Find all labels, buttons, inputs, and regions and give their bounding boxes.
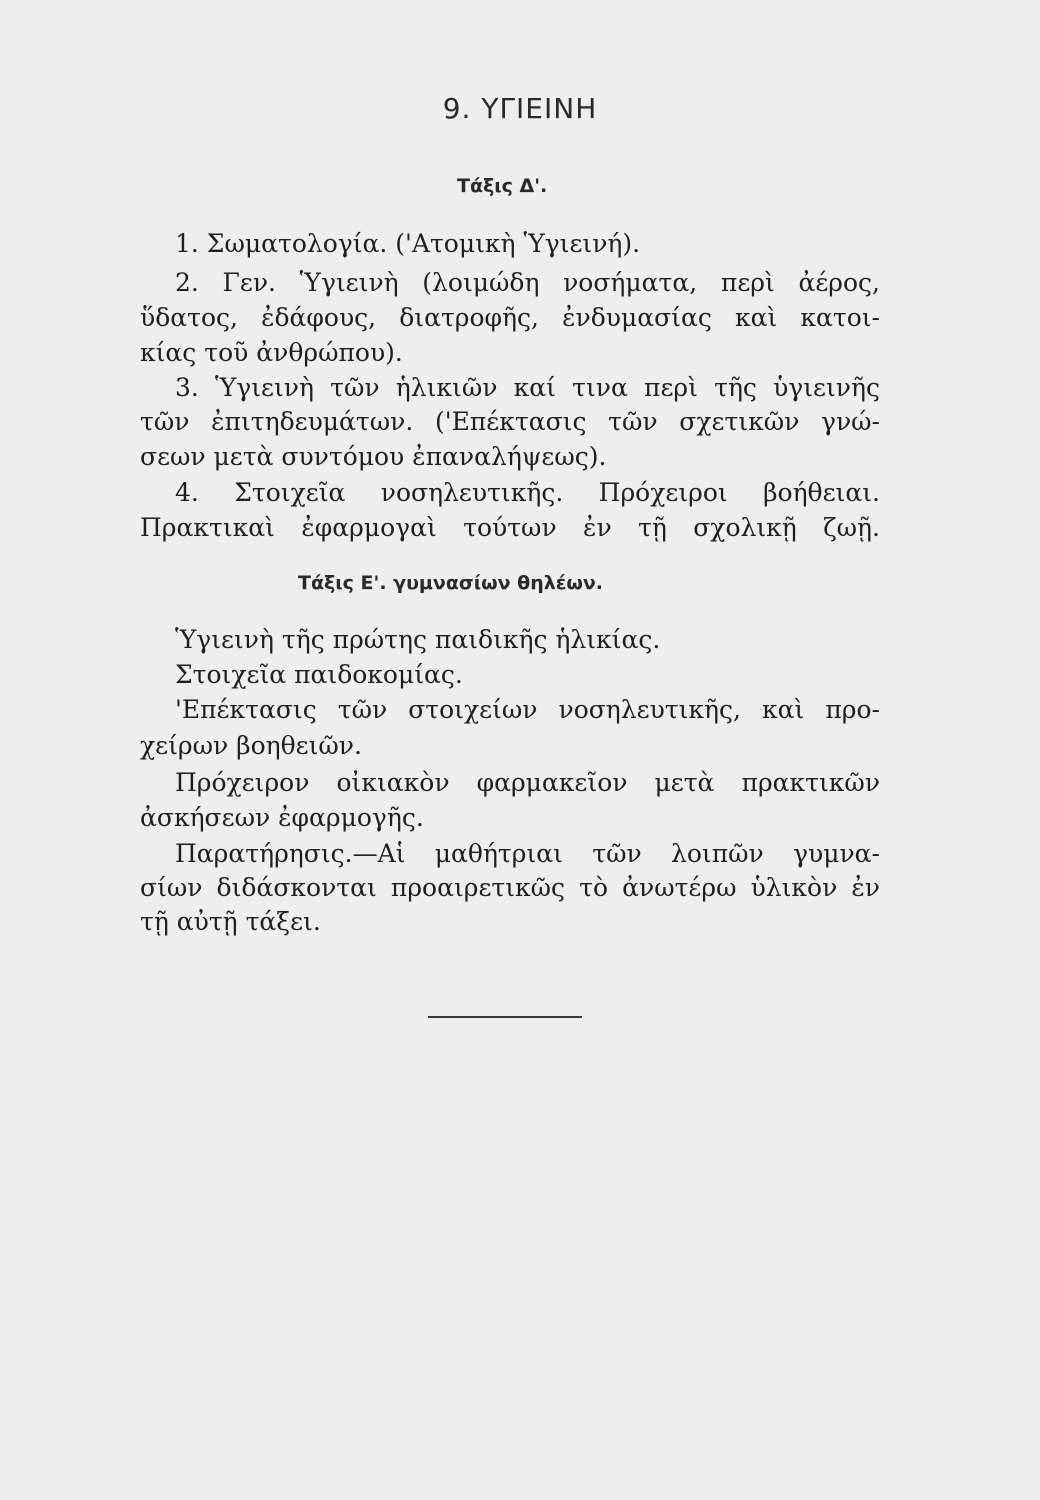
section-e-line: Ὑγιεινὴ τῆς πρώτης παιδικῆς ἡλικίας. xyxy=(175,625,661,654)
section-d-line: σεων μετὰ συντόμου ἐπαναλήψεως). xyxy=(140,442,607,471)
chapter-title: 9. ΥΓΙΕΙΝΗ xyxy=(442,92,598,125)
section-d-line: 2. Γεν. Ὑγιεινὴ (λοιμώδη νοσήματα, περὶ ἀέρος, xyxy=(175,268,880,297)
section-e-line: τῇ αὐτῇ τάξει. xyxy=(140,907,321,936)
section-d-line: Πρακτικαὶ ἐφαρμογαὶ τούτων ἐν τῇ σχολικῇ ζωῇ. xyxy=(140,513,880,542)
section-e-line: Στοιχεῖα παιδοκομίας. xyxy=(175,660,463,689)
section-e-heading: Τάξις Ε'. γυμνασίων θηλέων. xyxy=(298,572,604,594)
section-d-line: 3. Ὑγιεινὴ τῶν ἡλικιῶν καί τινα περὶ τῆς ὑγιεινῆς xyxy=(175,373,880,402)
section-e-line: Παρατήρησις.—Αἱ μαθήτριαι τῶν λοιπῶν γυμνα- xyxy=(175,839,880,868)
section-e-line: ἀσκήσεων ἐφαρμογῆς. xyxy=(140,803,424,832)
section-e-line: 'Επέκτασις τῶν στοιχείων νοσηλευτικῆς, καὶ προ- xyxy=(175,695,880,724)
section-d-line: κίας τοῦ ἀνθρώπου). xyxy=(140,338,403,367)
section-e-line: Πρόχειρον οἰκιακὸν φαρμακεῖον μετὰ πρακτικῶν xyxy=(175,768,880,797)
closing-rule xyxy=(428,1016,582,1018)
section-d-line: τῶν ἐπιτηδευμάτων. ('Επέκτασις τῶν σχετικῶν γνώ- xyxy=(140,407,880,436)
section-d-heading: Τάξις Δ'. xyxy=(457,175,548,197)
section-d-line: 1. Σωματολογία. ('Ατομικὴ Ὑγιεινή). xyxy=(175,229,641,258)
section-e-line: σίων διδάσκονται προαιρετικῶς τὸ ἀνωτέρω ὑλικὸν ἐν xyxy=(140,873,880,902)
section-e-line: χείρων βοηθειῶν. xyxy=(140,731,362,760)
section-d-line: 4. Στοιχεῖα νοσηλευτικῆς. Πρόχειροι βοήθειαι. xyxy=(175,478,880,507)
section-d-line: ὕδατος, ἐδάφους, διατροφῆς, ἐνδυμασίας καὶ κατοι- xyxy=(140,303,880,332)
